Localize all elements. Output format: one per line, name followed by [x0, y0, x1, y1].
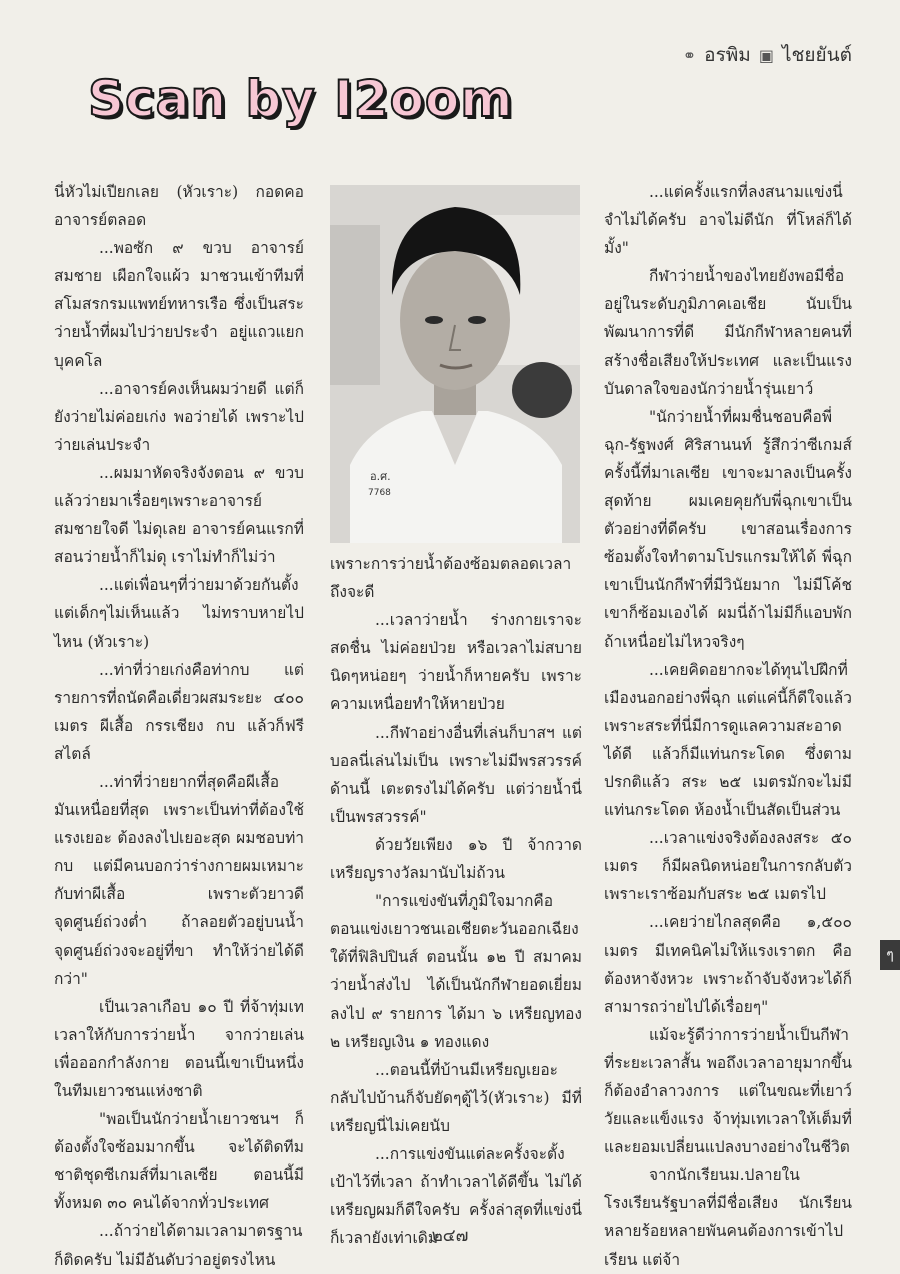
paragraph: "พอเป็นนักว่ายน้ำเยาวชนฯ ก็ต้องตั้งใจซ้อมมากขึ้น จะได้ติดทีมชาติชุดซีเกมส์ที่มาเลเซีย ตอนนี้มีทั้งหมด ๓๐ คนได้จากทั่วประเทศ: [54, 1110, 304, 1213]
byline: [683, 40, 852, 70]
paragraph: ...เคยคิดอยากจะได้ทุนไปฝึกที่เมืองนอกอย่างพี่ฉุก แต่แค่นี้ก็ดีใจแล้ว เพราะสระที่นี่มีการดูแลความสะอาดได้ดี แล้วก็มีแท่นกระโดด ซึ่งตามปรกติแล้ว สระ ๒๕ เมตรมักจะไม่มีแท่นกระโดด ห้องน้ำเป็นสัดเป็นส่วน: [604, 660, 852, 820]
paragraph: ...แต่ครั้งแรกที่ลงสนามแข่งนี่จำไม่ได้ครับ อาจไม่ดีนัก ที่โหล่ก็ได้มั้ง": [604, 183, 852, 258]
paragraph: ...ผมมาหัดจริงจังตอน ๙ ขวบ แล้วว่ายมาเรื่อยๆเพราะอาจารย์สมชายใจดี ไม่ดุเลย อาจารย์คนแรกที่สอนว่ายน้ำก็ไม่ดุ เราไม่ทำก็ไม่ว่า: [54, 463, 304, 567]
paragraph: "นักว่ายน้ำที่ผมชื่นชอบคือพี่ฉุก-รัฐพงศ์ ศิริสานนท์ รู้สึกว่าซีเกมส์ครั้งนี้ที่มาเลเซีย เขาจะมาลงเป็นครั้งสุดท้าย ผมเคยคุยกับพี่ฉุกเขาเป็นตัวอย่างที่ดีครับ เขาสอนเรื่องการซ้อมตั้งใจทำตามโปรแกรมให้ได้ พี่ฉุกเขาเป็นนักกีฬาที่มีวินัยมาก ไม่มีโค้ชเขาก็ซ้อมเองได้ ผมนี่ถ้าไม่มีก็แอบพักถ้าเหนื่อยไม่ไหวจริงๆ: [604, 407, 852, 651]
paragraph: ...ตอนนี้ที่บ้านมีเหรียญเยอะกลับไปบ้านก็จับยัดๆตู้ไว้(หัวเราะ) มีที่เหรียญนี่ไม่เคยนับ: [330, 1060, 582, 1135]
paragraph: ...ท่าที่ว่ายเก่งคือท่ากบ แต่รายการที่ถนัดคือเดี่ยวผสมระยะ ๔๐๐ เมตร ผีเสื้อ กรรเชียง กบ แล้วก็ฟรีสไตล์: [54, 660, 304, 763]
paragraph: แม้จะรู้ดีว่าการว่ายน้ำเป็นกีฬาที่ระยะเวลาสั้น พอถึงเวลาอายุมากขึ้นก็ต้องอำลาวงการ แต่ในขณะที่เยาว์วัยและแข็งแรง จ้าทุ่มเทเวลาให้เต็มที่และยอมเปลี่ยนแปลงบางอย่างในชีวิต: [604, 1025, 852, 1157]
writer-name: อรพิม: [704, 44, 751, 66]
shirt-logo-text: อ.ศ.: [370, 470, 391, 483]
paragraph: ...ถ้าว่ายได้ตามเวลามาตรฐานก็ติดครับ ไม่มีอันดับว่าอยู่ตรงไหน: [54, 1222, 303, 1269]
paragraph: "การแข่งขันที่ภูมิใจมากคือตอนแข่งเยาวชนเอเชียตะวันออกเฉียงใต้ที่ฟิลิปปินส์ ตอนนั้น ๑๒ ปี สมาคมว่ายน้ำส่งไป ได้เป็นนักกีฬายอดเยี่ยม ลงไป ๙ รายการ ได้มา ๖ เหรียญทอง ๒ เหรียญเงิน ๑ ทองแดง: [330, 892, 582, 1051]
paragraph: กีฬาว่ายน้ำของไทยยังพอมีชื่ออยู่ในระดับภูมิภาคเอเชีย นับเป็นพัฒนาการที่ดี มีนักกีฬาหลายคนที่สร้างชื่อเสียงให้ประเทศ และเป็นแรงบันดาลใจของนักว่ายน้ำรุ่นเยาว์: [604, 267, 852, 398]
camera-icon: ▣: [758, 45, 774, 65]
paragraph: ...การแข่งขันแต่ละครั้งจะตั้งเป้าไว้ที่เวลา ถ้าทำเวลาได้ดีขึ้น ไม่ได้เหรียญผมก็ดีใจครับ ครั้งล่าสุดที่แข่งนี่ก็เวลายังเท่าเดิม: [330, 1144, 582, 1248]
column-left: [54, 178, 304, 1274]
photographer-name: ไชยยันต์: [781, 44, 852, 66]
paragraph: นี่หัวไม่เปียกเลย (หัวเราะ) กอดคออาจารย์ตลอด: [54, 183, 304, 230]
paragraph: จากนักเรียนม.ปลายในโรงเรียนรัฐบาลที่มีชื่อเสียง นักเรียนหลายร้อยหลายพันคนต้องการเข้าไปเรียน แต่จ้า: [604, 1166, 852, 1269]
paragraph: ...แต่เพื่อนๆที่ว่ายมาด้วยกันตั้งแต่เด็กๆไม่เห็นแล้ว ไม่ทราบหายไปไหน (หัวเราะ): [54, 576, 304, 651]
page-number: ๒๔๗: [431, 1226, 469, 1246]
paragraph: ...กีฬาอย่างอื่นที่เล่นก็บาสฯ แต่บอลนี่เล่นไม่เป็น เพราะไม่มีพรสวรรค์ด้านนี้ เตะตรงไม่ได้ครับ แต่ว่ายน้ำนี่เป็นพรสวรรค์": [330, 723, 582, 826]
scan-watermark: Scan by I2oom: [88, 70, 514, 128]
paragraph: ...เวลาว่ายน้ำ ร่างกายเราจะสดชื่น ไม่ค่อยป่วย หรือเวลาไม่สบายนิดๆหน่อยๆ ว่ายน้ำก็หายครับ เพราะความเหนื่อยทำให้หายป่วย: [330, 611, 582, 714]
portrait-photo: [330, 185, 580, 543]
column-right: [604, 178, 852, 1274]
paragraph: ...เวลาแข่งจริงต้องลงสระ ๕๐ เมตร ก็มีผลนิดหน่อยในการกลับตัว เพราะเราซ้อมกับสระ ๒๕ เมตรไป: [604, 829, 852, 904]
paragraph: ...ท่าที่ว่ายยากที่สุดคือผีเสื้อ มันเหนื่อยที่สุด เพราะเป็นท่าที่ต้องใช้แรงเยอะ ต้องลงไปเยอะสุด ผมชอบท่ากบ แต่มีคนบอกว่าร่างกายผมเหมาะกับท่าผีเสื้อ เพราะตัวยาวดี จุดศูนย์ถ่วงต่ำ ถ้าลอยตัวอยู่บนน้ำจุดศูนย์ถ่วงจะอยู่ที่ขา ทำให้ว่ายได้ดีกว่า": [54, 772, 304, 988]
eye-icon: ⚭: [682, 45, 697, 65]
shirt-number: 7768: [368, 488, 391, 498]
paragraph: ...พอซัก ๙ ขวบ อาจารย์สมชาย เผือกใจแผ้ว มาชวนเข้าทีมที่สโมสรกรมแพทย์ทหารเรือ ซึ่งเป็นสระว่ายน้ำที่ผมไปว่ายประจำ อยู่แถวแยกบุคคโล: [54, 239, 304, 370]
paragraph: ...อาจารย์คงเห็นผมว่ายดี แต่ก็ยังว่ายไม่ค่อยเก่ง พอว่ายได้ เพราะไปว่ายเล่นประจำ: [54, 379, 304, 454]
column-middle: [330, 550, 582, 1252]
paragraph: เป็นเวลาเกือบ ๑๐ ปี ที่จ้าทุ่มเทเวลาให้กับการว่ายน้ำ จากว่ายเล่นเพื่อออกกำลังกาย ตอนนี้เขาเป็นหนึ่งในทีมเยาวชนแห่งชาติ: [54, 997, 304, 1100]
side-tab: ๆ: [880, 940, 900, 970]
paragraph: เพราะการว่ายน้ำต้องซ้อมตลอดเวลาถึงจะดี: [330, 555, 572, 602]
paragraph: ด้วยวัยเพียง ๑๖ ปี จ้ากวาดเหรียญรางวัลมานับไม่ถ้วน: [330, 835, 582, 883]
paragraph: ...เคยว่ายไกลสุดคือ ๑,๕๐๐ เมตร มีเทคนิคไม่ให้แรงเราตก คือต้องหาจังหวะ เพราะถ้าจับจังหวะได้ก็สามารถว่ายไปได้เรื่อยๆ": [604, 913, 852, 1016]
